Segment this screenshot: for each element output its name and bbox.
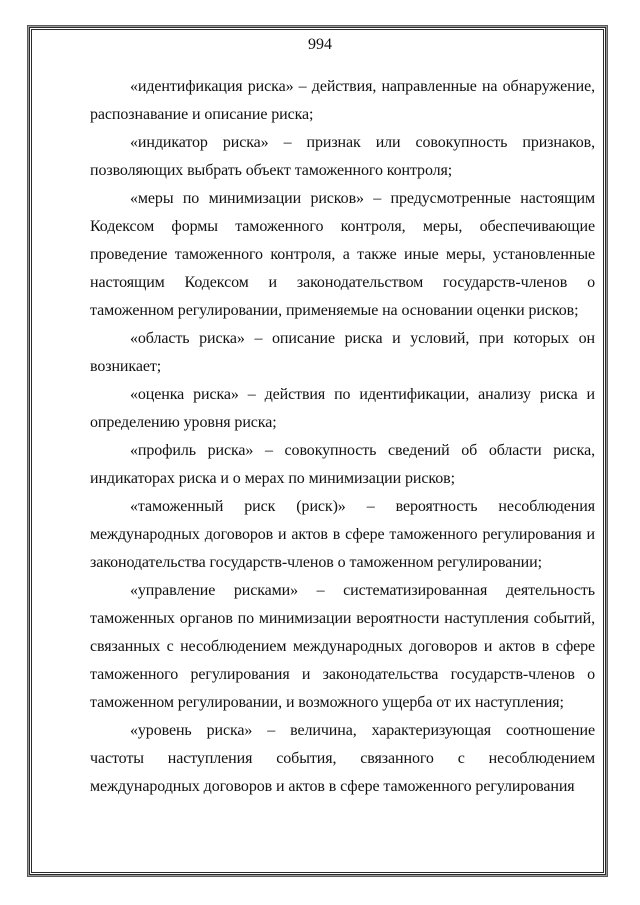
definition-risk-area: «область риска» – описание риска и условий, при которых он возникает; xyxy=(90,330,595,375)
definition-risk-management: «управление рисками» – систематизированная деятельность таможенных органов по минимизации вероятности наступления событий, связанных с несоблюдением международных договоров и актов в сфере таможенного регулирования и законодательства государств-членов о таможенном регулировании, и возможного ущерба от их наступления; xyxy=(90,582,595,711)
definition-risk-identification: «идентификация риска» – действия, направленные на обнаружение, распознавание и описание риска; xyxy=(90,78,595,123)
document-body xyxy=(90,73,595,801)
definition-risk-indicator: «индикатор риска» – признак или совокупность признаков, позволяющих выбрать объект таможенного контроля; xyxy=(90,134,595,179)
page-number: 994 xyxy=(308,36,332,53)
definition-customs-risk: «таможенный риск (риск)» – вероятность несоблюдения международных договоров и актов в сфере таможенного регулирования и законодательства государств-членов о таможенном регулировании; xyxy=(90,498,595,571)
definition-risk-profile: «профиль риска» – совокупность сведений об области риска, индикаторах риска и о мерах по минимизации рисков; xyxy=(90,442,595,487)
definition-risk-minimization-measures: «меры по минимизации рисков» – предусмотренные настоящим Кодексом формы таможенного контроля, меры, обеспечивающие проведение таможенного контроля, а также иные меры, установленные настоящим Кодексом и законодательством государств-членов о таможенном регулировании, применяемые на основании оценки рисков; xyxy=(90,190,595,319)
definition-risk-assessment: «оценка риска» – действия по идентификации, анализу риска и определению уровня риска; xyxy=(90,386,595,431)
definition-risk-level: «уровень риска» – величина, характеризующая соотношение частоты наступления события, связанного с несоблюдением международных договоров и актов в сфере таможенного регулирования xyxy=(90,722,595,795)
